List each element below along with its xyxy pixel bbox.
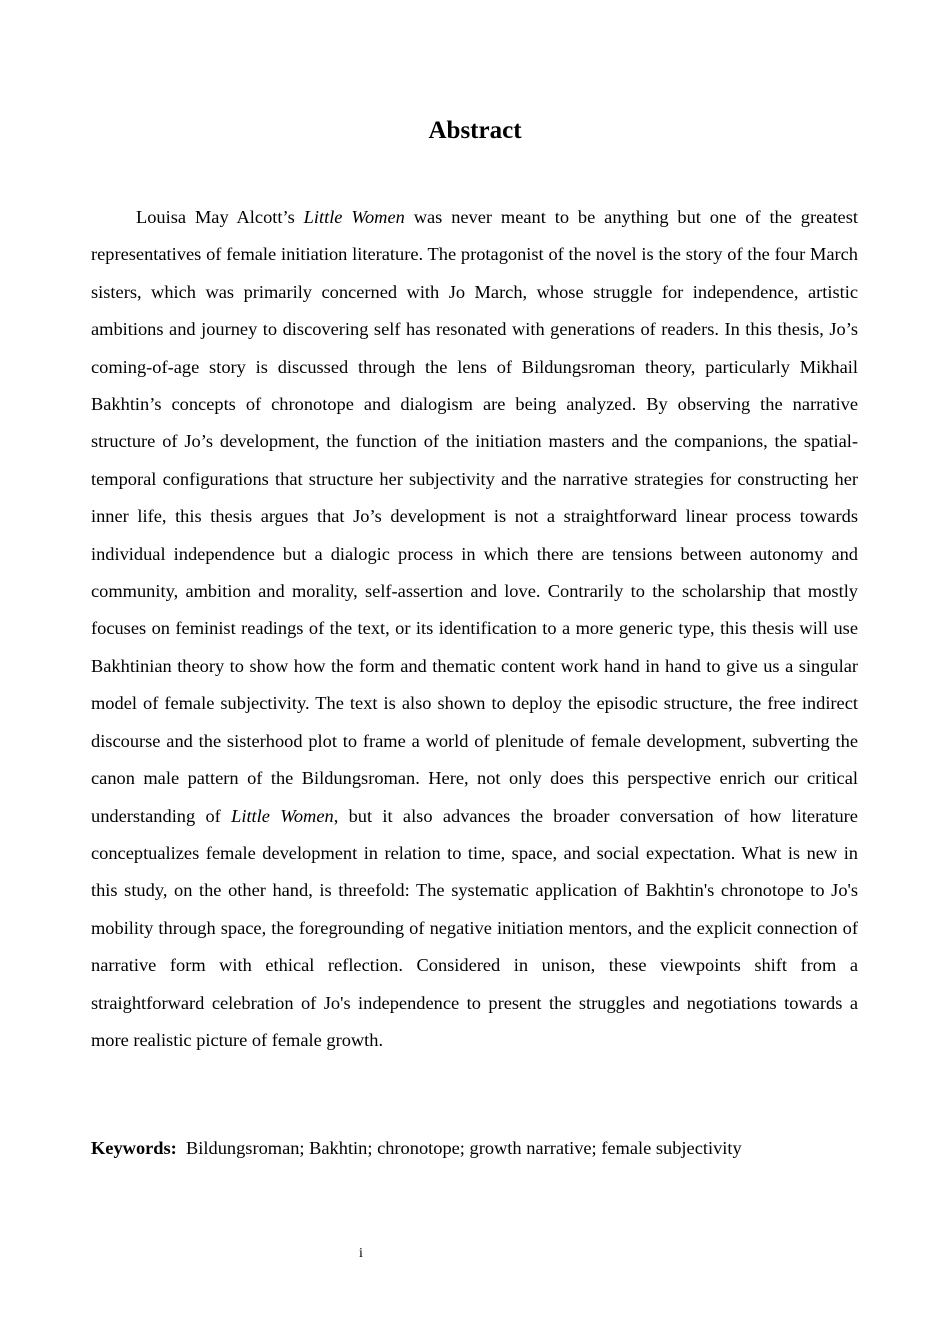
abstract-paragraph xyxy=(91,199,858,1059)
abstract-text-part-3: , but it also advances the broader conversation of how literature conceptualizes female development in relation to time, space, and social expectation. What is new in this study, on the other hand, is threefold: The systematic application of Bakhtin's chronotope to Jo's mobility through space, the foregrounding of negative initiation mentors, and the explicit connection of narrative form with ethical reflection. Considered in unison, these viewpoints shift from a straightforward celebration of Jo's independence to present the struggles and negotiations towards a more realistic picture of female growth. xyxy=(91,805,858,1050)
book-title-italic: Little Women xyxy=(303,207,405,227)
keywords-label: Keywords: xyxy=(91,1138,177,1158)
page-number: i xyxy=(359,1246,363,1261)
abstract-text-part-1: Louisa May Alcott’s xyxy=(136,207,304,227)
keywords-text: Bildungsroman; Bakhtin; chronotope; growth narrative; female subjectivity xyxy=(186,1138,742,1158)
abstract-text-part-2: was never meant to be anything but one of the greatest representatives of female initiation literature. The protagonist of the novel is the story of the four March sisters, which was primarily concerned with Jo March, whose struggle for independence, artistic ambitions and journey to discovering self has resonated with generations of readers. In this thesis, Jo’s coming-of-age story is discussed through the lens of Bildungsroman theory, particularly Mikhail Bakhtin’s concepts of chronotope and dialogism are being analyzed. By observing the narrative structure of Jo’s development, the function of the initiation masters and the companions, the spatial-temporal configurations that structure her subjectivity and the narrative strategies for constructing her inner life, this thesis argues that Jo’s development is not a straightforward linear process towards individual independence but a dialogic process in which there are tensions between autonomy and community, ambition and morality, self-assertion and love. Contrarily to the scholarship that mostly focuses on feminist readings of the text, or its identification to a more generic type, this thesis will use Bakhtinian theory to show how the form and thematic content work hand in hand to give us a singular model of female subjectivity. The text is also shown to deploy the episodic structure, the free indirect discourse and the sisterhood plot to frame a world of plenitude of female development, subverting the canon male pattern of the Bildungsroman. Here, not only does this perspective enrich our critical understanding of xyxy=(91,207,858,826)
book-title-italic: Little Women xyxy=(231,805,334,826)
keywords-line xyxy=(91,1131,858,1165)
page-title: Abstract xyxy=(428,117,522,144)
